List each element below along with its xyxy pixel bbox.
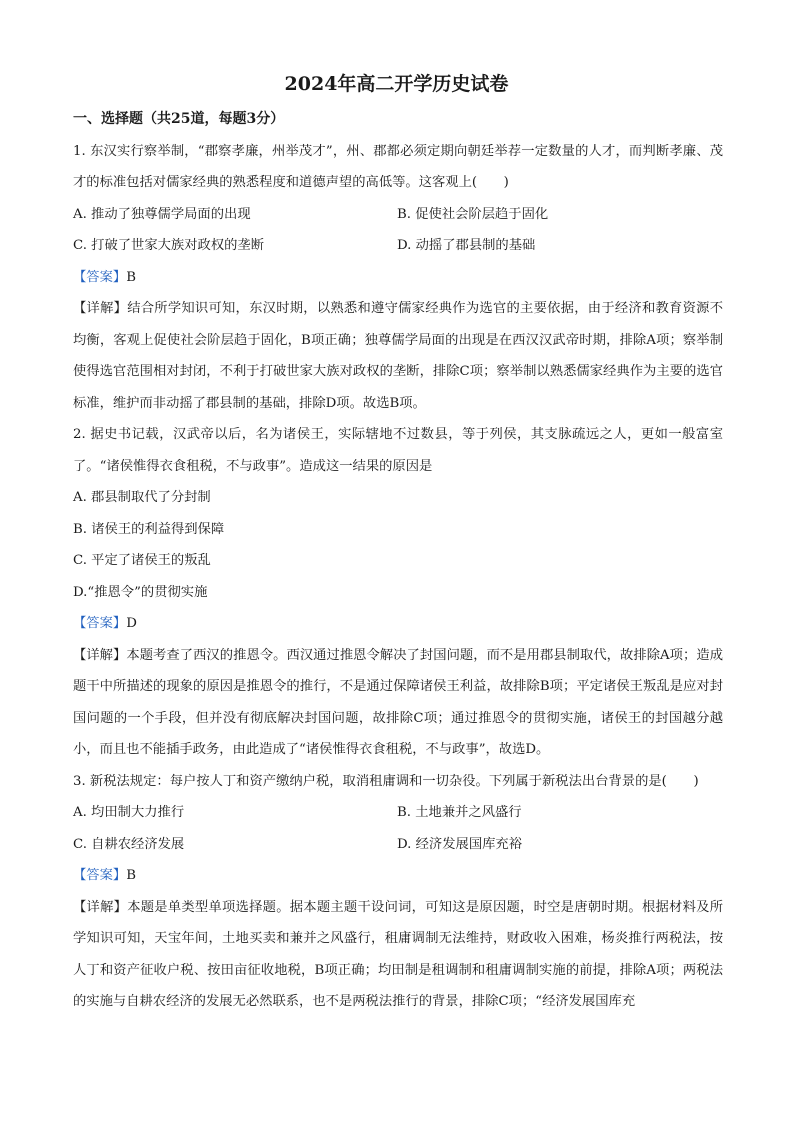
question-1-option-d: D. 动摇了郡县制的基础 [397, 238, 536, 253]
page-title: 2024年高二开学历史试卷 [284, 73, 509, 95]
detail-text: 本题是单类型单项选择题。据本题主题干设问词，可知这是原因题，时空是唐朝时期。根据材料及所学知识可知，天宝年间，土地买卖和兼并之风盛行，租庸调制无法维持，财政收入困难，杨炎推行两税法，按人丁和资产征收户税、按田亩征收地税，B项正确；均田制是租调制和租庸调制实施的前提，排除A项；两税法的实施与自耕农经济的发展无必然联系，也不是两税法推行的背景，排除C项；“经济发展国库充 [73, 899, 723, 1009]
question-3-option-c: C. 自耕农经济发展 [73, 836, 185, 852]
question-1-detail [73, 293, 723, 419]
detail-text: 本题考查了西汉的推恩令。西汉通过推恩令解决了封国问题，而不是用郡县制取代，故排除A项；造成题干中所描述的现象的原因是推恩令的推行，不是通过保障诸侯王利益，故排除B项；平定诸侯王叛乱是应对封国问题的一个手段，但并没有彻底解决封国问题，故排除C项；通过推恩令的贯彻实施，诸侯王的封国越分越小，而且也不能插手政务，由此造成了“诸侯惟得衣食租税，不与政事”，故选D。 [73, 647, 724, 757]
question-2-option-d: D.“推恩令”的贯彻实施 [73, 584, 208, 600]
question-3-answer [73, 860, 723, 892]
question-3-option-d: D. 经济发展国库充裕 [397, 836, 523, 852]
question-2-option-b: B. 诸侯王的利益得到保障 [73, 521, 225, 537]
question-2-answer [73, 608, 723, 640]
question-1-stem: 1. 东汉实行察举制，“郡察孝廉，州举茂才”，州、郡都必须定期向朝廷举荐一定数量的人才，而判断孝廉、茂才的标准包括对儒家经典的熟悉程度和道德声望的高低等。这客观上( ) [73, 143, 723, 190]
answer-value: B [126, 269, 136, 285]
question-3-stem: 3. 新税法规定：每户按人丁和资产缴纳户税，取消租庸调和一切杂役。下列属于新税法出台背景的是( ) [73, 773, 699, 789]
question-2-stem: 2. 据史书记载，汉武帝以后，名为诸侯王，实际辖地不过数县，等于列侯，其支脉疏远之人，更如一般富室了。“诸侯惟得衣食租税，不与政事”。造成这一结果的原因是 [73, 427, 723, 474]
detail-tag: 【详解】 [73, 899, 128, 915]
answer-tag: 【答案】 [73, 868, 127, 883]
question-2-option-a: A. 郡县制取代了分封制 [73, 490, 211, 505]
answer-value: D [126, 616, 137, 631]
question-3-options-row-2 [73, 829, 723, 861]
question-1-options-row-2 [73, 230, 723, 262]
question-3-option-b: B. 土地兼并之风盛行 [397, 805, 522, 820]
detail-tag: 【详解】 [73, 301, 128, 316]
section-heading: 一、选择题（共25道，每题3分） [73, 111, 285, 127]
question-1-option-a: A. 推动了独尊儒学局面的出现 [73, 206, 251, 222]
detail-tag: 【详解】 [73, 647, 127, 663]
exam-content [73, 104, 723, 1018]
question-2-option-c: C. 平定了诸侯王的叛乱 [73, 553, 211, 568]
question-1-options-row-1 [73, 199, 723, 231]
answer-tag: 【答案】 [73, 269, 127, 285]
question-3-options-row-1 [73, 797, 723, 829]
detail-text: 结合所学知识可知，东汉时期，以熟悉和遵守儒家经典作为选官的主要依据，由于经济和教育资源不均衡，客观上促使社会阶层趋于固化，B项正确；独尊儒学局面的出现是在西汉汉武帝时期，排除A项；察举制使得选官范围相对封闭，不利于打破世家大族对政权的垄断，排除C项；察举制以熟悉儒家经典作为主要的选官标准，维护而非动摇了郡县制的基础，排除D项。故选B项。 [73, 301, 723, 411]
question-1-answer [73, 262, 723, 294]
answer-value: B [126, 868, 136, 883]
question-3-option-a: A. 均田制大力推行 [73, 805, 185, 820]
question-1-option-c: C. 打破了世家大族对政权的垄断 [73, 238, 265, 253]
question-2-detail [73, 640, 723, 766]
question-3-detail [73, 892, 723, 1018]
answer-tag: 【答案】 [73, 616, 127, 631]
question-1-option-b: B. 促使社会阶层趋于固化 [397, 206, 549, 222]
